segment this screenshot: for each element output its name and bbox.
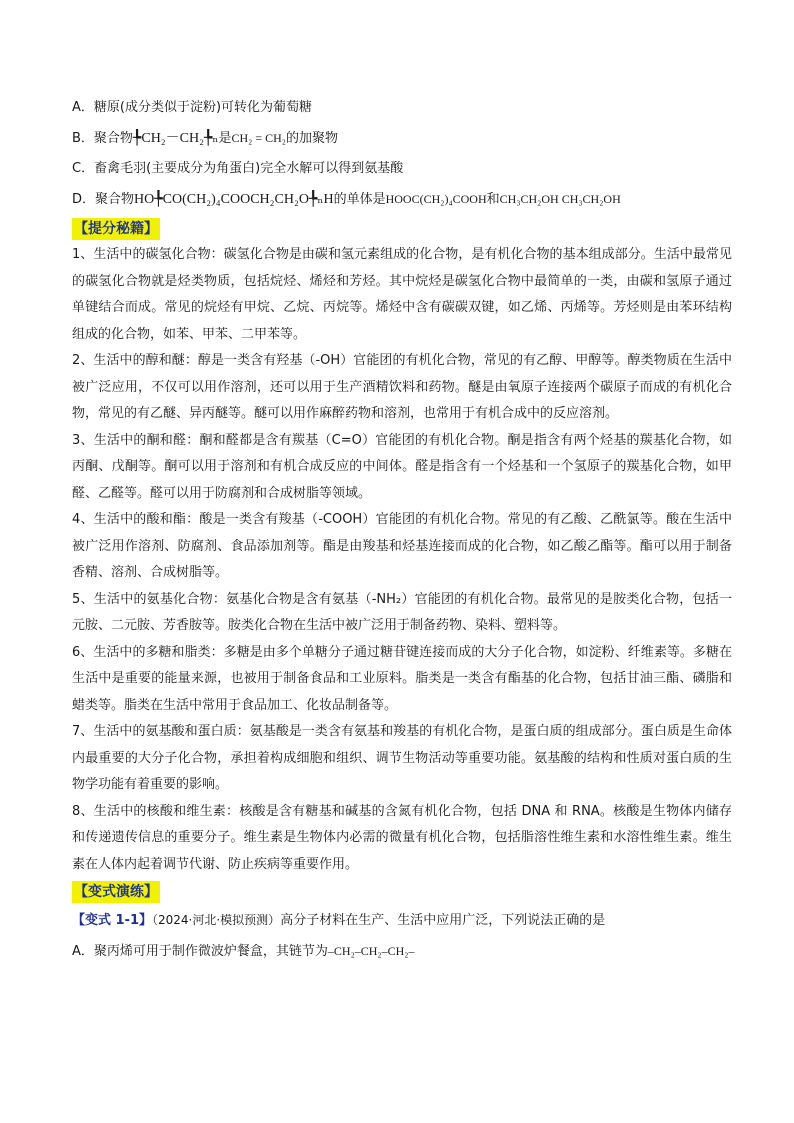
exercise-question-text: 高分子材料在生产、生活中应用广泛，下列说法正确的是 <box>280 913 606 928</box>
tip-paragraph-5: 5、生活中的氨基化合物：氨基化合物是含有氨基（-NH₂）官能团的有机化合物。最常见的是胺类化合物，包括一元胺、二元胺、芳香胺等。胺类化合物在生活中被广泛用于制备药物、染料、塑料等。 <box>72 591 732 633</box>
practice-section-label: 【变式演练】 <box>72 881 160 903</box>
option-b-polymer-formula: ╄CH₂－CH₂╄ₙ <box>132 131 219 146</box>
tip-paragraph-2: 2、生活中的醇和醚：醇是一类含有羟基（-OH）官能团的有机化合物，常见的有乙醇、甲醇等。醇类物质在生活中被广泛应用，不仅可以用作溶剂，还可以用于生产酒精饮料和药物。醚是由氧原子连接两个碳原子而成的有机化合物，常见的有乙醚、异丙醚等。醚可以用作麻醉药物和溶剂，也常用于有机合成中的反应溶剂。 <box>72 353 732 421</box>
option-a-prev <box>72 93 732 123</box>
option-d-polymer-formula: HO╄CO(CH₂)₄COOCH₂CH₂O╄ₙH <box>134 192 334 207</box>
option-d-prefix: D．聚合物 <box>72 192 135 207</box>
tips-list <box>72 242 732 878</box>
option-d-and: 和 <box>486 192 500 207</box>
tip-paragraph-1: 1、生活中的碳氢化合物：碳氢化合物是由碳和氢元素组成的化合物，是有机化合物的基本组成部分。生活中最常见的碳氢化合物就是烃类物质，包括烷烃、烯烃和芳烃。其中烷烃是碳氢化合物中最简单的一类，由碳和氢原子通过单键结合而成。常见的烷烃有甲烷、乙烷、丙烷等。烯烃中含有碳碳双键，如乙烯、丙烯等。芳烃则是由苯环结构组成的化合物，如苯、甲苯、二甲苯等。 <box>72 247 732 342</box>
exercise-option-a <box>72 936 732 967</box>
option-d-prev <box>72 184 732 215</box>
exercise-source: （2024·河北·模拟预测） <box>152 913 281 927</box>
option-b-suffix: 的加聚物 <box>286 131 339 146</box>
option-c-text: C．畜禽毛羽(主要成分为角蛋白)完全水解可以得到氨基酸 <box>72 161 404 176</box>
tip-paragraph-8: 8、生活中的核酸和维生素：核酸是含有糖基和碱基的含氮有机化合物，包括 DNA 和 RNA。核酸是生物体内储存和传递遗传信息的重要分子。维生素是生物体内必需的微量有机化合物，包括脂溶性维生素和水溶性维生素。维生素在人体内起着调节代谢、防止疾病等重要作用。 <box>72 803 732 872</box>
option-d-monomer-1: HOOC(CH₂)₄COOH <box>385 192 487 206</box>
tip-paragraph-7: 7、生活中的氨基酸和蛋白质：氨基酸是一类含有氨基和羧基的有机化合物，是蛋白质的组成部分。蛋白质是生命体内最重要的大分子化合物，承担着构成细胞和组织、调节生物活动等重要功能。氨基酸的结构和性质对蛋白质的生物学功能有着重要的影响。 <box>72 724 732 792</box>
exercise-tag: 【变式 1-1】 <box>72 913 153 928</box>
option-c-prev <box>72 154 732 184</box>
tips-section-label: 【提分秘籍】 <box>72 218 160 240</box>
exercise-question <box>72 905 732 936</box>
option-b-monomer: CH₂ = CH₂ <box>231 131 286 145</box>
option-b-middle: 是 <box>218 131 232 146</box>
exercise-option-a-text: A．聚丙烯可用于制作微波炉餐盒，其链节为 <box>72 944 328 959</box>
exercise-option-a-formula: –CH₂–CH₂–CH₂– <box>327 944 415 958</box>
tip-paragraph-4: 4、生活中的酸和酯：酸是一类含有羧基（-COOH）官能团的有机化合物。常见的有乙酸、乙酰氯等。酸在生活中被广泛用作溶剂、防腐剂、食品添加剂等。酯是由羧基和烃基连接而成的化合物，如乙酸乙酯等。酯可以用于制备香精、溶剂、合成树脂等。 <box>72 512 732 580</box>
option-a-text: A．糖原(成分类似于淀粉)可转化为葡萄糖 <box>72 100 313 115</box>
page-content <box>72 93 732 967</box>
tip-paragraph-6: 6、生活中的多糖和脂类：多糖是由多个单糖分子通过糖苷键连接而成的大分子化合物，如淀粉、纤维素等。多糖在生活中是重要的能量来源，也被用于制备食品和工业原料。脂类是一类含有酯基的化合物，包括甘油三酯、磷脂和蜡类等。脂类在生活中常用于食品加工、化妆品制备等。 <box>72 644 732 713</box>
option-b-prefix: B．聚合物 <box>72 131 133 146</box>
option-d-middle: 的单体是 <box>333 192 386 207</box>
tip-paragraph-3: 3、生活中的酮和醛：酮和醛都是含有羰基（C=O）官能团的有机化合物。酮是指含有两个烃基的羰基化合物，如丙酮、戊酮等。酮可以用于溶剂和有机合成反应的中间体。醛是指含有一个烃基和一个氢原子的羰基化合物，如甲醛、乙醛等。醛可以用于防腐剂和合成树脂等领域。 <box>72 432 732 501</box>
option-d-monomer-2: CH₃CH₂OH CH₃CH₂OH <box>499 192 621 206</box>
option-b-prev <box>72 123 732 154</box>
